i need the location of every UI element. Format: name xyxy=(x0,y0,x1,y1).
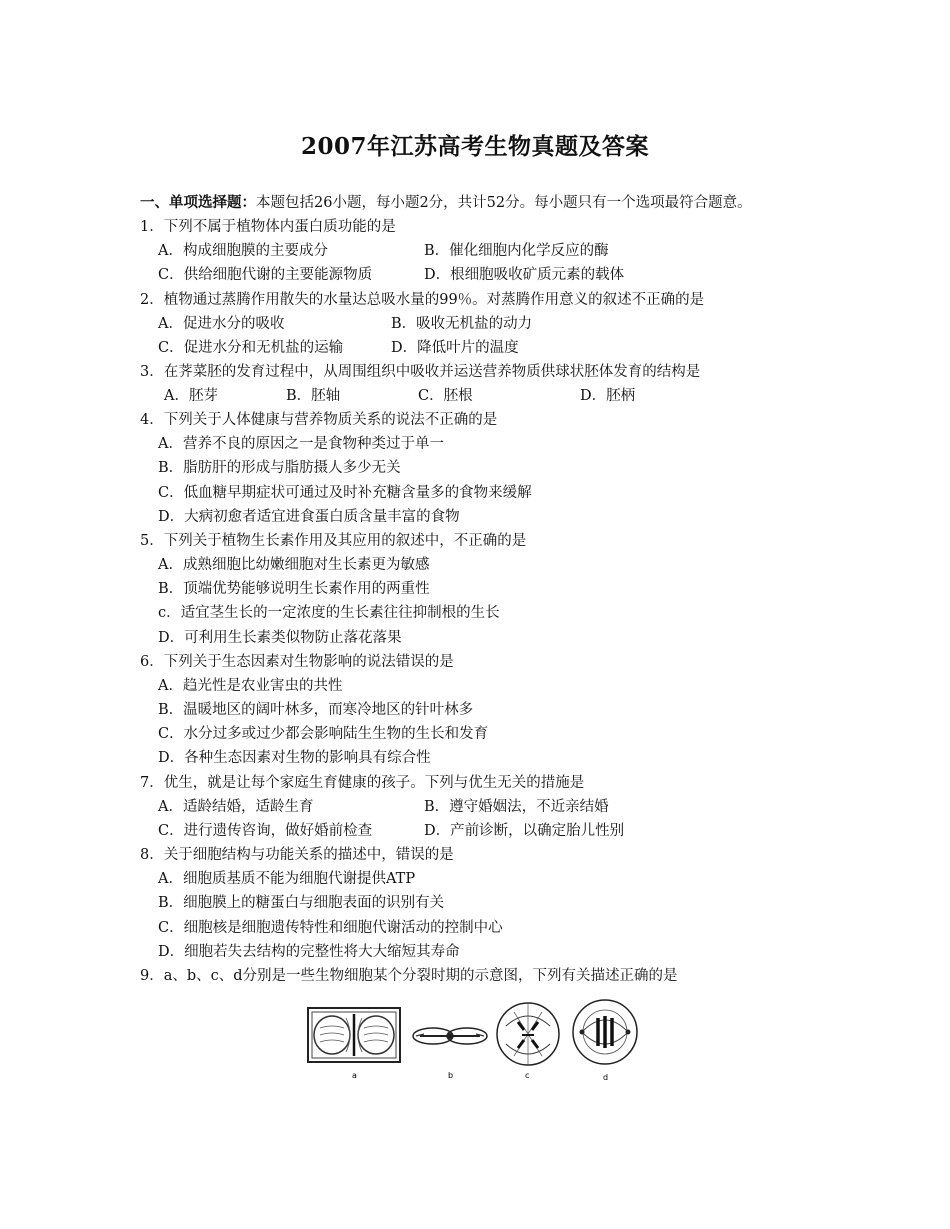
figure-label-b: b xyxy=(448,1071,454,1080)
option-row xyxy=(158,797,609,817)
section-header xyxy=(140,193,752,213)
cell-a-diagram xyxy=(308,1008,400,1062)
option-row xyxy=(158,241,609,261)
option: A．促进水分的吸收 xyxy=(158,316,285,332)
question-stem: 8．关于细胞结构与功能关系的描述中，错误的是 xyxy=(140,847,454,863)
option: A．趋光性是农业害虫的共性 xyxy=(158,678,343,694)
option: B．胚轴 xyxy=(286,388,341,404)
question-stem: 5．下列关于植物生长素作用及其应用的叙述中，不正确的是 xyxy=(140,533,527,549)
option: C．胚根 xyxy=(418,388,473,404)
option: B．遵守婚姻法，不近亲结婚 xyxy=(424,799,609,815)
option: D．产前诊断，以确定胎儿性别 xyxy=(424,823,625,839)
question-stem: 9．a、b、c、d分别是一些生物细胞某个分裂时期的示意图，下列有关描述正确的是 xyxy=(140,968,678,984)
option: D．大病初愈者适宜进食蛋白质含量丰富的食物 xyxy=(158,509,460,525)
page-title: 2007年江苏高考生物真题及答案 xyxy=(300,133,649,160)
option: B．细胞膜上的糖蛋白与细胞表面的识别有关 xyxy=(158,895,445,911)
option: B．温暖地区的阔叶林多，而寒冷地区的针叶林多 xyxy=(158,702,474,718)
option-row xyxy=(158,314,533,334)
option: A．构成细胞膜的主要成分 xyxy=(158,243,328,259)
question-stem: 4．下列关于人体健康与营养物质关系的说法不正确的是 xyxy=(140,412,498,428)
question-stem: 2．植物通过蒸腾作用散失的水量达总吸水量的99％。对蒸腾作用意义的叙述不正确的是 xyxy=(140,292,705,308)
option-row xyxy=(158,821,625,841)
option-row xyxy=(158,265,625,285)
option: D．根细胞吸收矿质元素的载体 xyxy=(424,267,625,283)
option: A．成熟细胞比幼嫩细胞对生长素更为敏感 xyxy=(158,557,430,573)
option-row xyxy=(164,386,636,406)
question-stem: 3．在荠菜胚的发育过程中，从周围组织中吸收并运送营养物质供球状胚体发育的结构是 xyxy=(140,364,701,380)
cell-c-diagram xyxy=(497,1003,559,1065)
option: C．水分过多或过少都会影响陆生生物的生长和发育 xyxy=(158,726,489,742)
section-heading: 一、单项选择题： xyxy=(140,194,256,211)
option: B．催化细胞内化学反应的酶 xyxy=(424,243,609,259)
figure-label-a: a xyxy=(352,1071,357,1080)
section-description: 本题包括26小题，每小题2分，共计52分。每小题只有一个选项最符合题意。 xyxy=(256,195,752,211)
question-stem: 1．下列不属于植物体内蛋白质功能的是 xyxy=(140,219,396,235)
option: D．可利用生长素类似物防止落花落果 xyxy=(158,630,402,646)
question-stem: 6．下列关于生态因素对生物影响的说法错误的是 xyxy=(140,654,454,670)
option: B．吸收无机盐的动力 xyxy=(391,316,533,332)
option: C．低血糖早期症状可通过及时补充糖含量多的食物来缓解 xyxy=(158,485,532,501)
option: D．各种生态因素对生物的影响具有综合性 xyxy=(158,750,431,766)
option: A．细胞质基质不能为细胞代谢提供ATP xyxy=(158,871,416,887)
option-row xyxy=(158,338,519,358)
figure-label-d: d xyxy=(603,1073,609,1082)
option: B．脂肪肝的形成与脂肪摄人多少无关 xyxy=(158,460,401,476)
figure-label-c: c xyxy=(525,1071,530,1080)
option: C．进行遗传咨询，做好婚前检查 xyxy=(158,823,373,839)
cell-d-diagram xyxy=(573,1000,637,1064)
option: C．细胞核是细胞遗传特性和细胞代谢活动的控制中心 xyxy=(158,920,503,936)
question-stem: 7．优生，就是让每个家庭生育健康的孩子。下列与优生无关的措施是 xyxy=(140,775,585,791)
cell-division-figure xyxy=(300,998,650,1084)
cell-b-diagram xyxy=(413,1028,487,1044)
option: c．适宜茎生长的一定浓度的生长素往往抑制根的生长 xyxy=(158,605,500,621)
option: B．顶端优势能够说明生长素作用的两重性 xyxy=(158,581,430,597)
option: C．促进水分和无机盐的运输 xyxy=(158,340,344,356)
option: D．细胞若失去结构的完整性将大大缩短其寿命 xyxy=(158,944,460,960)
option: D．降低叶片的温度 xyxy=(391,340,519,356)
option: A．营养不良的原因之一是食物种类过于单一 xyxy=(158,436,444,452)
option: D．胚柄 xyxy=(580,388,636,404)
option: A．适龄结婚，适龄生育 xyxy=(158,799,314,815)
option: A．胚芽 xyxy=(164,388,218,404)
option: C．供给细胞代谢的主要能源物质 xyxy=(158,267,373,283)
